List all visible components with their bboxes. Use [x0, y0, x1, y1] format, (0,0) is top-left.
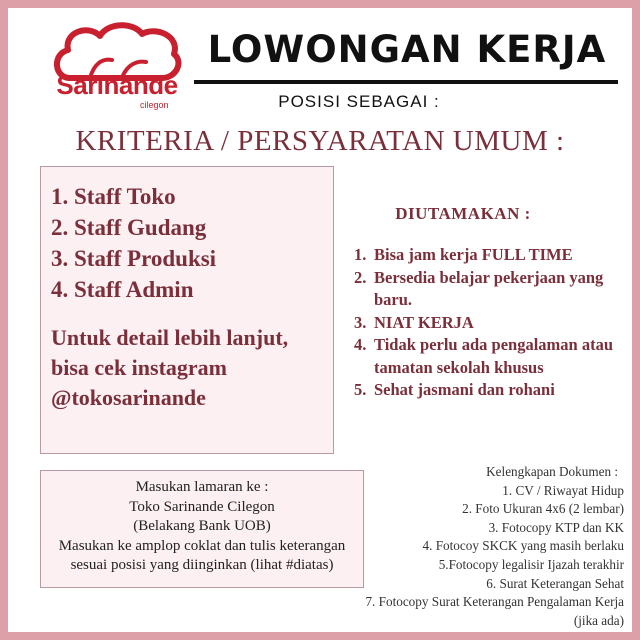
positions-list [41, 167, 333, 305]
document-item: 3. Fotocopy KTP dan KK [488, 519, 624, 535]
document-item: 4. Fotocoy SKCK yang masih berlaku [422, 538, 624, 554]
documents-heading: Kelengkapan Dokumen : [486, 464, 618, 479]
instagram-note-line: bisa cek instagram [51, 355, 227, 380]
preference-number: 3. [354, 312, 367, 332]
instagram-handle: @tokosarinande [51, 385, 206, 410]
sarinande-logo [42, 20, 202, 120]
preferences-heading: DIUTAMAKAN : [395, 204, 531, 223]
preference-text: Bersedia belajar pekerjaan yang baru. [374, 267, 604, 309]
document-item: 2. Foto Ukuran 4x6 (2 lembar) [462, 501, 624, 517]
preference-item [354, 267, 626, 312]
position-item: 2. Staff Gudang [51, 215, 207, 240]
preference-text: Sehat jasmani dan rohani [374, 380, 555, 399]
preference-item [354, 379, 626, 402]
preference-number: 5. [354, 380, 367, 399]
document-item: 6. Surat Keterangan Sehat [486, 575, 624, 591]
preference-item [354, 312, 626, 335]
positions-panel [40, 166, 334, 454]
apply-line: Masukan lamaran ke : [135, 479, 269, 495]
preference-number: 2. [354, 267, 367, 287]
document-item: (jika ada) [573, 612, 624, 628]
position-item: 3. Staff Produksi [51, 246, 217, 271]
preference-text: Bisa jam kerja FULL TIME [374, 245, 573, 264]
position-item: 1. Staff Toko [51, 184, 176, 209]
preference-item [354, 244, 626, 267]
position-item: 4. Staff Admin [51, 277, 194, 302]
apply-line: Toko Sarinande Cilegon [129, 498, 275, 515]
document-item: 7. Fotocopy Surat Keterangan Pengalaman Kerja [365, 594, 624, 610]
logo-brand-name: Sarinande [56, 70, 178, 100]
preference-item [354, 334, 626, 379]
criteria-heading: KRITERIA / PERSYARATAN UMUM : [75, 125, 565, 157]
apply-line: (Belakang Bank UOB) [133, 518, 271, 534]
document-item: 1. CV / Riwayat Hidup [502, 482, 624, 498]
preference-text: NIAT KERJA [374, 312, 474, 332]
document-item: 5.Fotocopy legalisir Ijazah terakhir [438, 556, 624, 572]
apply-line: Masukan ke amplop coklat dan tulis keterangan [58, 537, 346, 554]
preference-text: Tidak perlu ada pengalaman atau tamatan sekolah khusus [374, 335, 614, 377]
position-label: POSISI SEBAGAI : [278, 92, 440, 111]
title-underline [194, 80, 618, 84]
preferences-list [354, 244, 626, 402]
instagram-note [41, 305, 333, 413]
page-title: LOWONGAN KERJA [207, 28, 607, 71]
preference-number: 4. [354, 335, 367, 354]
apply-line: sesuai posisi yang diinginkan (lihat #diatas) [70, 557, 334, 573]
instagram-note-line: Untuk detail lebih lanjut, [51, 325, 289, 350]
job-poster [8, 8, 632, 632]
preference-number: 1. [354, 245, 367, 264]
documents-list [304, 463, 624, 630]
logo-city: cilegon [140, 100, 169, 110]
